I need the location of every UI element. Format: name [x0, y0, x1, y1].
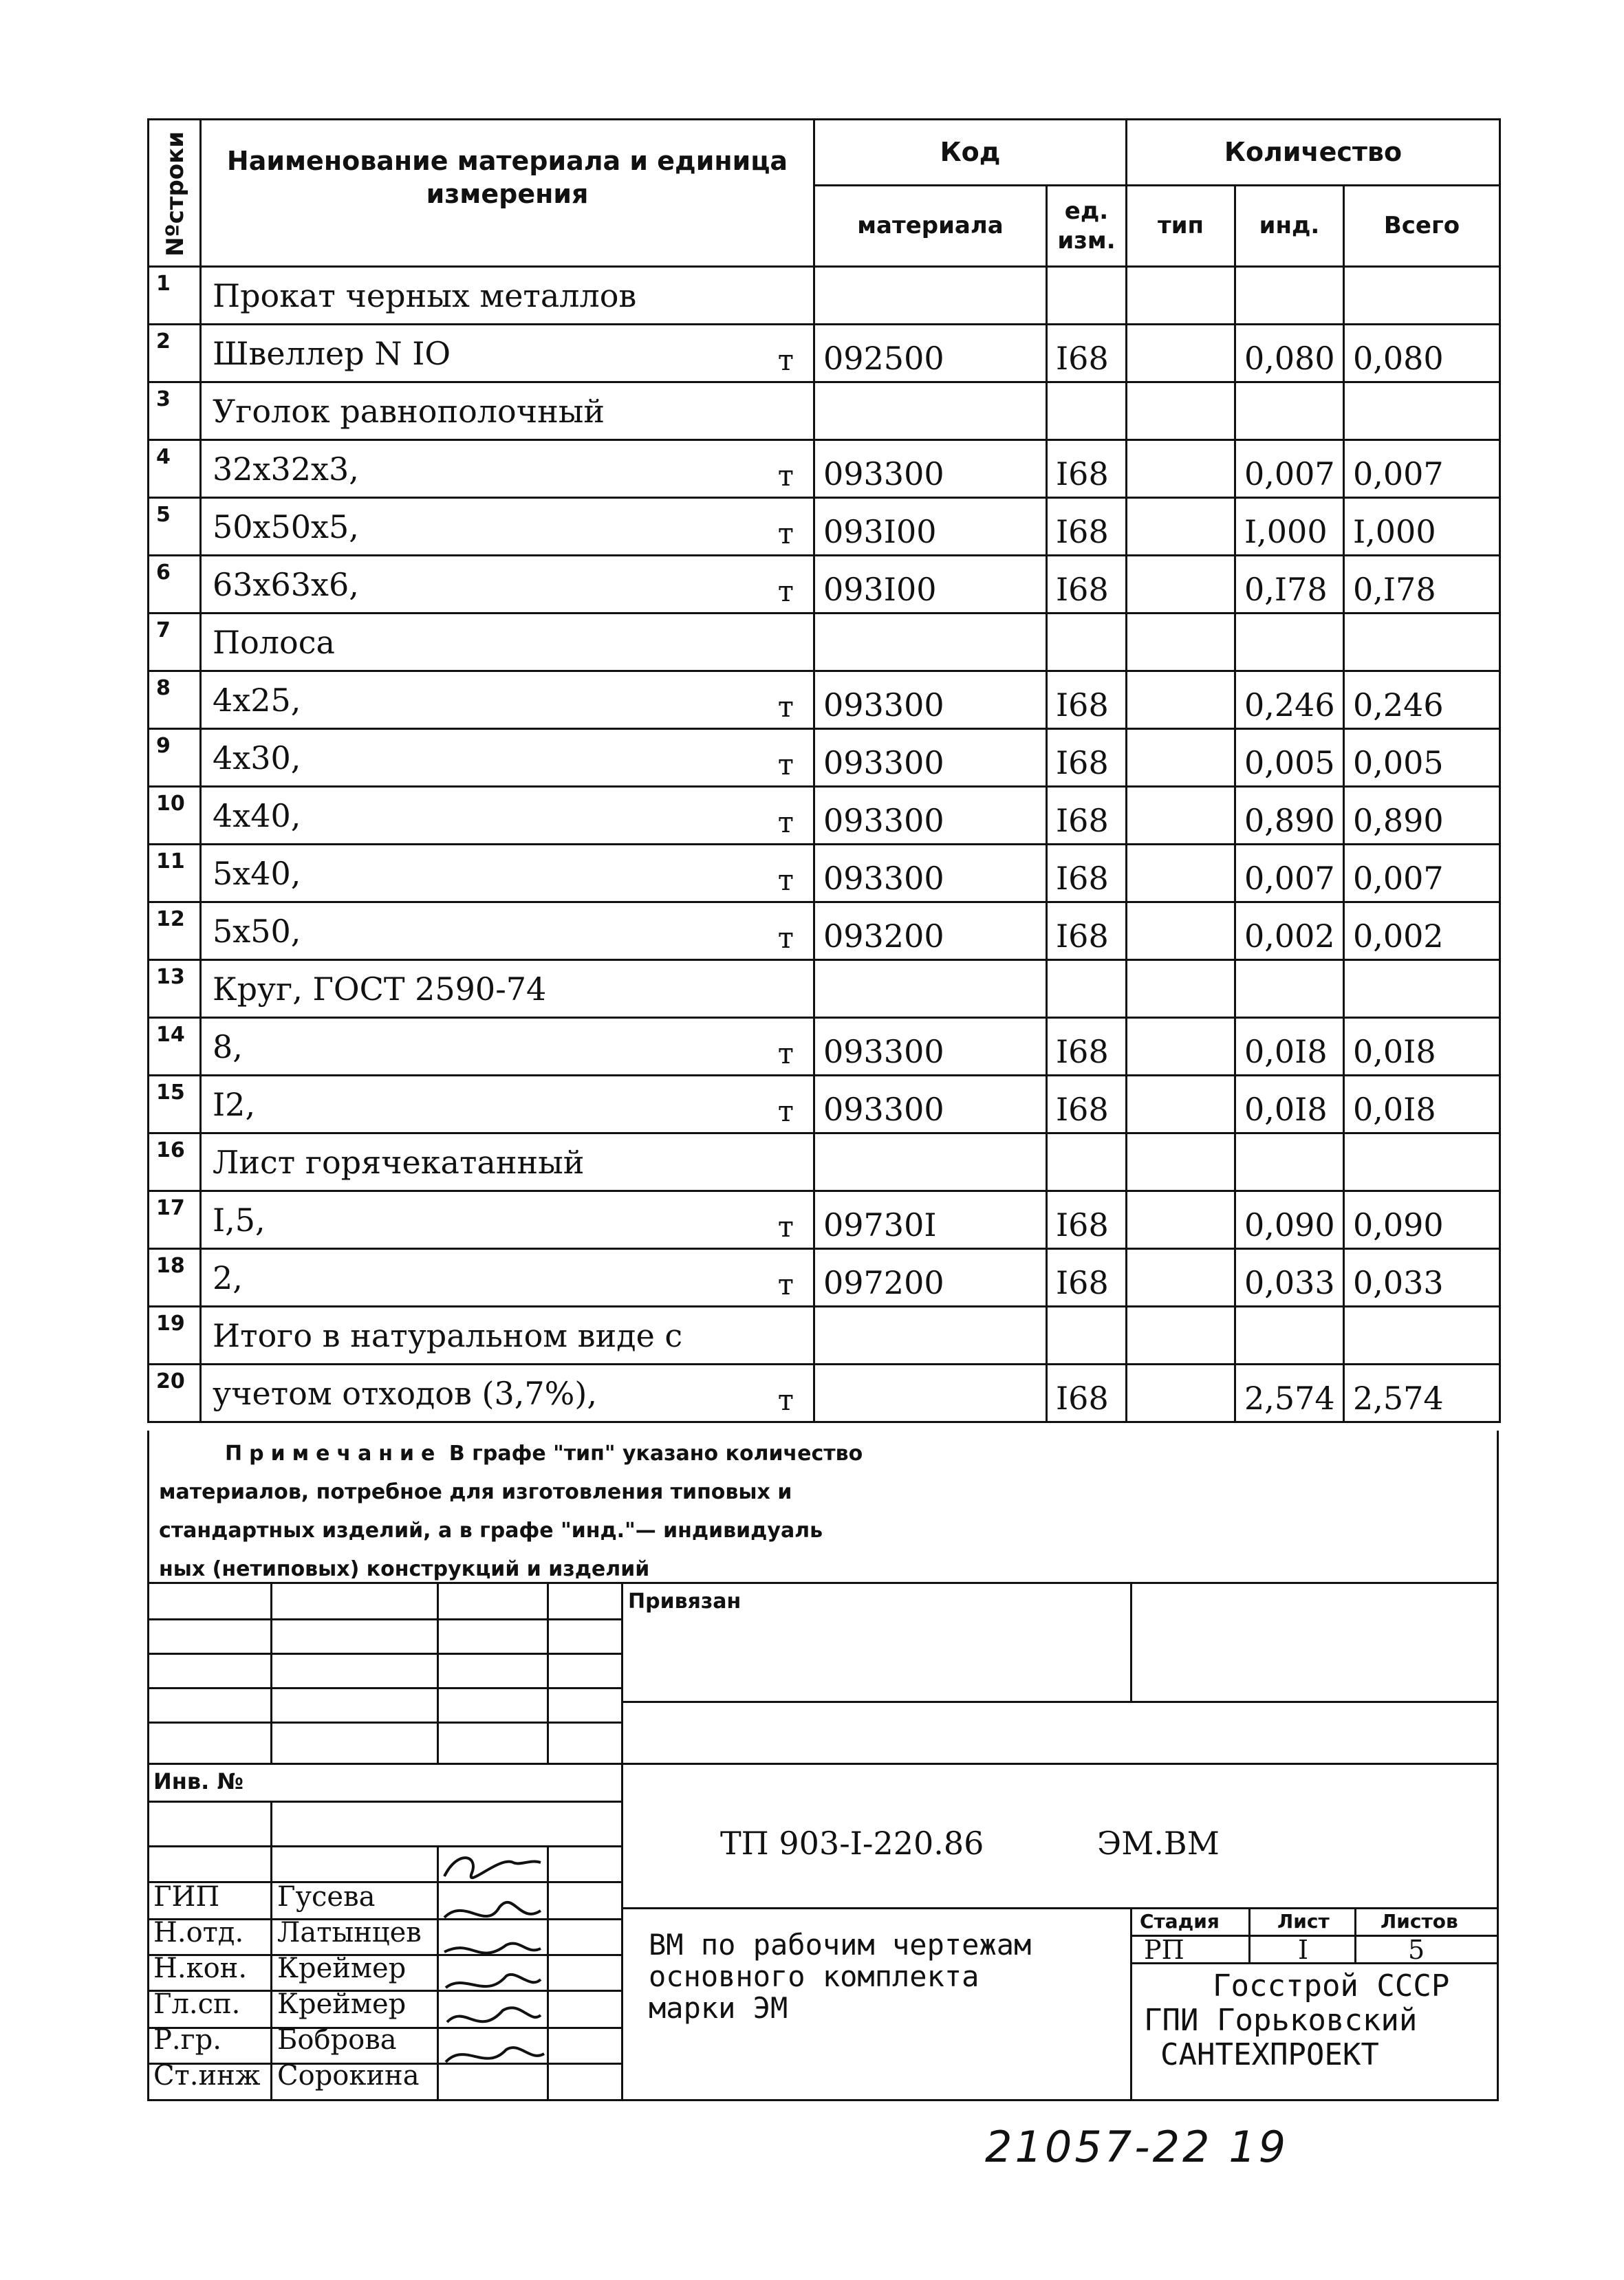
material-name — [202, 614, 815, 672]
row-number: 1 — [149, 268, 202, 325]
unit-of-measure: т — [777, 1383, 794, 1417]
unit-code: I68 — [1048, 1019, 1127, 1076]
unit-of-measure: т — [777, 517, 794, 550]
description-line-1: ВМ по рабочим чертежам — [649, 1928, 1032, 1962]
material-name — [202, 788, 815, 845]
stage-value: РП — [1144, 1935, 1184, 1965]
quantity-total — [1345, 1134, 1501, 1192]
note-lead: Примечание — [225, 1442, 442, 1466]
material-name-text: 2, — [213, 1259, 243, 1296]
quantity-type — [1127, 1192, 1236, 1250]
material-code: 093300 — [815, 845, 1048, 903]
quantity-ind: 0,246 — [1236, 672, 1345, 730]
quantity-total: 2,574 — [1345, 1365, 1501, 1423]
unit-code: I68 — [1048, 845, 1127, 903]
quantity-type — [1127, 325, 1236, 383]
quantity-type — [1127, 383, 1236, 441]
material-name — [202, 499, 815, 556]
quantity-ind: 0,090 — [1236, 1192, 1345, 1250]
material-code — [815, 1365, 1048, 1423]
row-number: 10 — [149, 788, 202, 845]
organization-line-3: САНТЕХПРОЕКТ — [1160, 2037, 1379, 2072]
signature-name: Креймер — [277, 1988, 407, 2020]
unit-of-measure: т — [777, 1036, 794, 1070]
unit-of-measure: т — [777, 805, 794, 839]
material-name — [202, 383, 815, 441]
row-number: 12 — [149, 903, 202, 961]
material-code: 093300 — [815, 672, 1048, 730]
material-name — [202, 1019, 815, 1076]
quantity-total: 0,090 — [1345, 1192, 1501, 1250]
material-code: 093I00 — [815, 499, 1048, 556]
quantity-ind — [1236, 614, 1345, 672]
row-number: 2 — [149, 325, 202, 383]
row-number: 7 — [149, 614, 202, 672]
material-name-text: Полоса — [213, 624, 335, 661]
quantity-ind: 0,080 — [1236, 325, 1345, 383]
material-name-text: учетом отходов (3,7%), — [213, 1375, 597, 1412]
quantity-ind: 0,007 — [1236, 845, 1345, 903]
quantity-ind: 0,007 — [1236, 441, 1345, 499]
material-name — [202, 1134, 815, 1192]
note-line-1: В графе "тип" указано количество — [448, 1442, 863, 1466]
signature-role: ГИП — [153, 1881, 220, 1913]
title-block — [147, 1582, 1499, 2101]
quantity-type — [1127, 1134, 1236, 1192]
quantity-type — [1127, 1019, 1236, 1076]
unit-of-measure: т — [777, 690, 794, 724]
footer-number: 21057-22 19 — [985, 2122, 1289, 2172]
row-number: 11 — [149, 845, 202, 903]
quantity-total: 0,033 — [1345, 1250, 1501, 1307]
quantity-total — [1345, 383, 1501, 441]
material-name-text: 8, — [213, 1028, 243, 1065]
unit-of-measure: т — [777, 1268, 794, 1301]
quantity-ind: 0,890 — [1236, 788, 1345, 845]
organization-line-1: Госстрой СССР — [1213, 1968, 1450, 2004]
unit-code — [1048, 614, 1127, 672]
row-number: 6 — [149, 556, 202, 614]
material-name — [202, 903, 815, 961]
material-name — [202, 1250, 815, 1307]
material-code — [815, 1307, 1048, 1365]
description-line-2: основного комплекта — [649, 1959, 979, 1993]
material-name — [202, 325, 815, 383]
material-name-text: 4x25, — [213, 682, 301, 719]
material-code — [815, 268, 1048, 325]
unit-code: I68 — [1048, 325, 1127, 383]
material-name — [202, 1076, 815, 1134]
quantity-type — [1127, 1250, 1236, 1307]
document-code: ТП 903-I-220.86 — [720, 1825, 984, 1862]
signature-name: Боброва — [277, 2024, 397, 2056]
unit-code: I68 — [1048, 1192, 1127, 1250]
quantity-total — [1345, 1307, 1501, 1365]
signature-role: Гл.сп. — [153, 1988, 241, 2020]
unit-code: I68 — [1048, 1250, 1127, 1307]
row-number: 17 — [149, 1192, 202, 1250]
inventory-number-label: Инв. № — [153, 1768, 243, 1794]
material-name-text: Швеллер N IO — [213, 335, 451, 372]
unit-code: I68 — [1048, 1365, 1127, 1423]
material-name-text: Итого в натуральном виде с — [213, 1317, 683, 1354]
header-qty-total: Всего — [1345, 186, 1501, 268]
note-line-4: ных (нетиповых) конструкций и изделий — [159, 1557, 650, 1581]
quantity-type — [1127, 961, 1236, 1019]
row-number: 16 — [149, 1134, 202, 1192]
quantity-ind — [1236, 961, 1345, 1019]
quantity-total: 0,007 — [1345, 845, 1501, 903]
header-code-unit: ед. изм. — [1048, 186, 1127, 268]
material-name-text: 5x50, — [213, 913, 301, 950]
document-description — [649, 1929, 1031, 2024]
material-name-text: I,5, — [213, 1202, 266, 1239]
material-name-text: 50x50x5, — [213, 508, 359, 545]
material-name — [202, 1307, 815, 1365]
row-number: 18 — [149, 1250, 202, 1307]
header-code: Код — [815, 120, 1127, 186]
signature-role: Р.гр. — [153, 2024, 221, 2056]
quantity-ind — [1236, 1307, 1345, 1365]
quantity-total: 0,005 — [1345, 730, 1501, 788]
unit-code — [1048, 1134, 1127, 1192]
signature-role: Н.кон. — [153, 1953, 248, 1984]
header-qty-type: тип — [1127, 186, 1236, 268]
material-code: 093300 — [815, 1019, 1048, 1076]
sheet-label: Лист — [1277, 1910, 1330, 1933]
quantity-ind: 0,0I8 — [1236, 1019, 1345, 1076]
organization — [1144, 1969, 1449, 2072]
material-name-text: 5x40, — [213, 855, 301, 892]
quantity-total: 0,007 — [1345, 441, 1501, 499]
sheets-label: Листов — [1381, 1910, 1458, 1933]
privyazan-label: Привязан — [628, 1589, 741, 1614]
quantity-total: 0,890 — [1345, 788, 1501, 845]
material-name-text: Лист горячекатанный — [213, 1144, 585, 1181]
material-code — [815, 961, 1048, 1019]
quantity-type — [1127, 499, 1236, 556]
quantity-type — [1127, 268, 1236, 325]
quantity-type — [1127, 556, 1236, 614]
quantity-total: 0,246 — [1345, 672, 1501, 730]
material-code: 093300 — [815, 1076, 1048, 1134]
quantity-type — [1127, 614, 1236, 672]
quantity-ind: 0,002 — [1236, 903, 1345, 961]
unit-of-measure: т — [777, 343, 794, 377]
quantity-total — [1345, 614, 1501, 672]
materials-table — [147, 118, 1501, 1423]
signature-role: Н.отд. — [153, 1917, 244, 1948]
unit-of-measure: т — [777, 748, 794, 781]
unit-code: I68 — [1048, 441, 1127, 499]
unit-code: I68 — [1048, 903, 1127, 961]
material-name-text: I2, — [213, 1086, 256, 1123]
row-number: 14 — [149, 1019, 202, 1076]
note-line-2: материалов, потребное для изготовления типовых и — [159, 1480, 792, 1504]
material-code: 093300 — [815, 788, 1048, 845]
quantity-type — [1127, 788, 1236, 845]
material-code: 093300 — [815, 441, 1048, 499]
note-block — [147, 1431, 1499, 1582]
material-name — [202, 672, 815, 730]
unit-code — [1048, 961, 1127, 1019]
quantity-type — [1127, 903, 1236, 961]
quantity-ind — [1236, 383, 1345, 441]
unit-code — [1048, 383, 1127, 441]
unit-code: I68 — [1048, 556, 1127, 614]
header-qty-ind: инд. — [1236, 186, 1345, 268]
signature-name: Латынцев — [277, 1917, 422, 1948]
material-name-text: 32x32x3, — [213, 450, 359, 488]
unit-of-measure: т — [777, 1094, 794, 1128]
unit-code: I68 — [1048, 730, 1127, 788]
material-name — [202, 1192, 815, 1250]
material-code: 093I00 — [815, 556, 1048, 614]
quantity-ind: I,000 — [1236, 499, 1345, 556]
unit-code: I68 — [1048, 788, 1127, 845]
material-name — [202, 961, 815, 1019]
row-number: 4 — [149, 441, 202, 499]
unit-code: I68 — [1048, 1076, 1127, 1134]
quantity-type — [1127, 441, 1236, 499]
material-code — [815, 614, 1048, 672]
quantity-total: 0,002 — [1345, 903, 1501, 961]
material-name-text: Уголок равнополочный — [213, 393, 605, 430]
material-name — [202, 268, 815, 325]
row-number: 9 — [149, 730, 202, 788]
quantity-total: I,000 — [1345, 499, 1501, 556]
quantity-total: 0,080 — [1345, 325, 1501, 383]
header-quantity: Количество — [1127, 120, 1501, 186]
material-name — [202, 556, 815, 614]
quantity-total — [1345, 268, 1501, 325]
header-name: Наименование материала и единица измерения — [202, 120, 815, 268]
header-rownum-label: Nºстроки — [162, 131, 189, 257]
material-code: 097200 — [815, 1250, 1048, 1307]
material-name-text: 4x40, — [213, 797, 301, 834]
unit-of-measure: т — [777, 921, 794, 955]
row-number: 8 — [149, 672, 202, 730]
quantity-total: 0,0I8 — [1345, 1019, 1501, 1076]
quantity-total: 0,0I8 — [1345, 1076, 1501, 1134]
signature-name: Гусева — [277, 1881, 376, 1913]
row-number: 5 — [149, 499, 202, 556]
material-code — [815, 1134, 1048, 1192]
material-name — [202, 845, 815, 903]
material-name-text: Прокат черных металлов — [213, 277, 637, 314]
signature-role: Ст.инж — [153, 2060, 261, 2092]
quantity-type — [1127, 845, 1236, 903]
table-body — [149, 268, 1501, 1423]
row-number: 20 — [149, 1365, 202, 1423]
row-number: 19 — [149, 1307, 202, 1365]
row-number: 15 — [149, 1076, 202, 1134]
signature-name: Сорокина — [277, 2060, 420, 2092]
unit-code — [1048, 268, 1127, 325]
note-line-3: стандартных изделий, а в графе "инд."— индивидуаль — [159, 1519, 823, 1543]
quantity-ind — [1236, 268, 1345, 325]
row-number: 13 — [149, 961, 202, 1019]
material-name — [202, 441, 815, 499]
material-name — [202, 730, 815, 788]
stage-label: Стадия — [1140, 1910, 1220, 1933]
quantity-type — [1127, 1307, 1236, 1365]
material-name-text: 63x63x6, — [213, 566, 359, 603]
quantity-total: 0,I78 — [1345, 556, 1501, 614]
quantity-ind — [1236, 1134, 1345, 1192]
signature-name: Креймер — [277, 1953, 407, 1984]
handwritten-signatures — [437, 1835, 548, 2110]
sheets-value: 5 — [1408, 1935, 1425, 1965]
material-name-text: Круг, ГОСТ 2590-74 — [213, 970, 547, 1008]
unit-of-measure: т — [777, 1210, 794, 1244]
document-mark: ЭМ.ВМ — [1097, 1825, 1220, 1862]
unit-code — [1048, 1307, 1127, 1365]
header-rownum-label-wrap — [149, 120, 202, 268]
material-name-text: 4x30, — [213, 739, 301, 777]
material-code — [815, 383, 1048, 441]
material-code: 09730I — [815, 1192, 1048, 1250]
quantity-ind: 0,0I8 — [1236, 1076, 1345, 1134]
material-name — [202, 1365, 815, 1423]
material-code: 093200 — [815, 903, 1048, 961]
quantity-ind: 0,I78 — [1236, 556, 1345, 614]
unit-code: I68 — [1048, 672, 1127, 730]
unit-of-measure: т — [777, 574, 794, 608]
quantity-type — [1127, 1076, 1236, 1134]
quantity-ind: 2,574 — [1236, 1365, 1345, 1423]
quantity-total — [1345, 961, 1501, 1019]
material-code: 092500 — [815, 325, 1048, 383]
organization-line-2: ГПИ Горьковский — [1144, 2003, 1418, 2038]
material-code: 093300 — [815, 730, 1048, 788]
quantity-type — [1127, 672, 1236, 730]
quantity-ind: 0,033 — [1236, 1250, 1345, 1307]
quantity-ind: 0,005 — [1236, 730, 1345, 788]
header-code-material: материала — [815, 186, 1048, 268]
sheet-value: I — [1298, 1935, 1309, 1965]
quantity-type — [1127, 730, 1236, 788]
description-line-3: марки ЭМ — [649, 1991, 788, 2025]
row-number: 3 — [149, 383, 202, 441]
quantity-type — [1127, 1365, 1236, 1423]
unit-code: I68 — [1048, 499, 1127, 556]
unit-of-measure: т — [777, 863, 794, 897]
unit-of-measure: т — [777, 459, 794, 492]
